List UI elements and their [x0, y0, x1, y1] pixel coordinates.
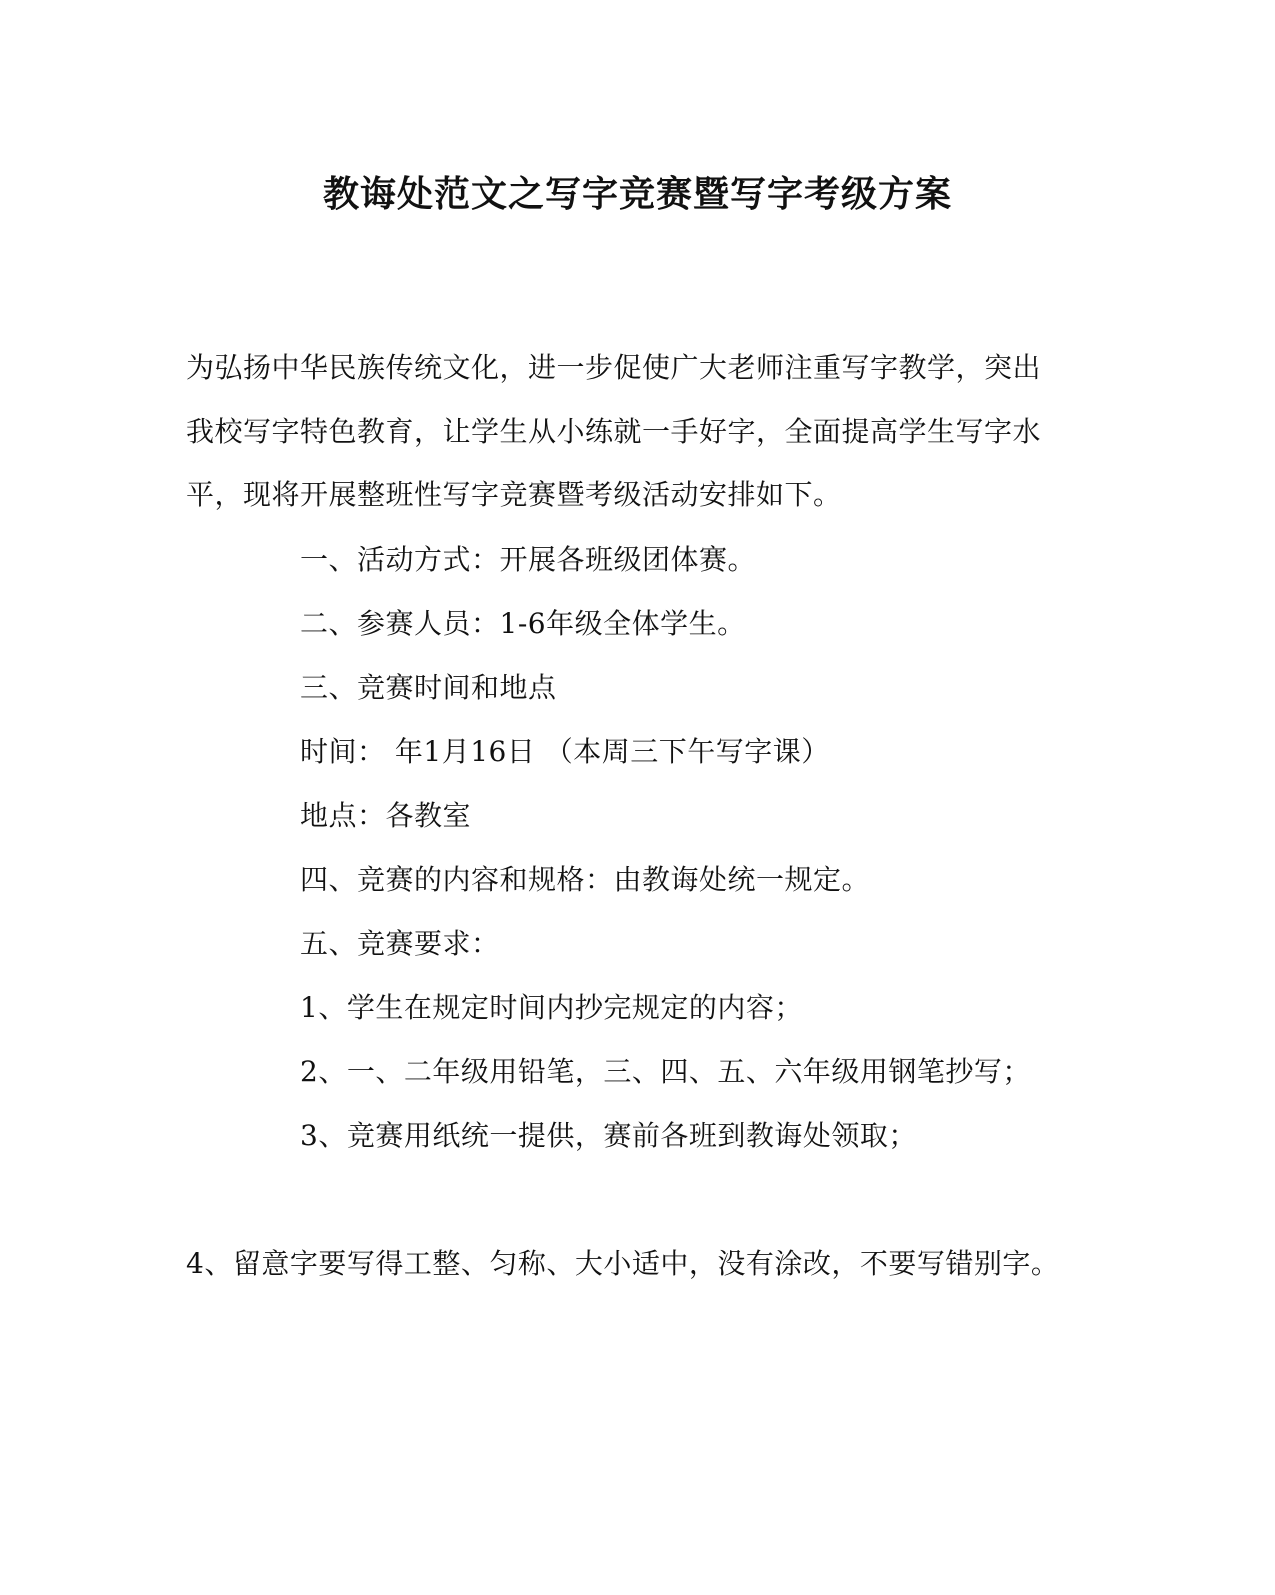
item-time: 时间： 年1月16日 （本周三下午写字课）: [300, 735, 830, 768]
item-place: 地点：各教室: [300, 799, 472, 832]
intro-line-3: 平，现将开展整班性写字竞赛暨考级活动安排如下。: [186, 478, 842, 511]
item-time-and-place-heading: 三、竞赛时间和地点: [300, 671, 557, 704]
item-requirements-heading: 五、竞赛要求：: [300, 927, 500, 960]
intro-line-2: 我校写字特色教育，让学生从小练就一手好字，全面提高学生写字水: [186, 415, 1042, 448]
intro-line-1: 为弘扬中华民族传统文化，进一步促使广大老师注重写字教学，突出: [186, 351, 1042, 384]
item-content-and-format: 四、竞赛的内容和规格：由教诲处统一规定。: [300, 863, 871, 896]
requirement-3: 3、竞赛用纸统一提供，赛前各班到教诲处领取；: [300, 1119, 917, 1152]
item-activity-method: 一、活动方式：开展各班级团体赛。: [300, 543, 757, 576]
requirement-4: 4、留意字要写得工整、匀称、大小适中，没有涂改，不要写错别字。: [186, 1247, 1060, 1280]
document-title: 教诲处范文之写字竞赛暨写字考级方案: [322, 173, 952, 215]
requirement-2: 2、一、二年级用铅笔，三、四、五、六年级用钢笔抄写；: [300, 1055, 1031, 1088]
requirement-1: 1、学生在规定时间内抄完规定的内容；: [300, 991, 803, 1024]
item-participants: 二、参赛人员：1-6年级全体学生。: [300, 607, 746, 640]
